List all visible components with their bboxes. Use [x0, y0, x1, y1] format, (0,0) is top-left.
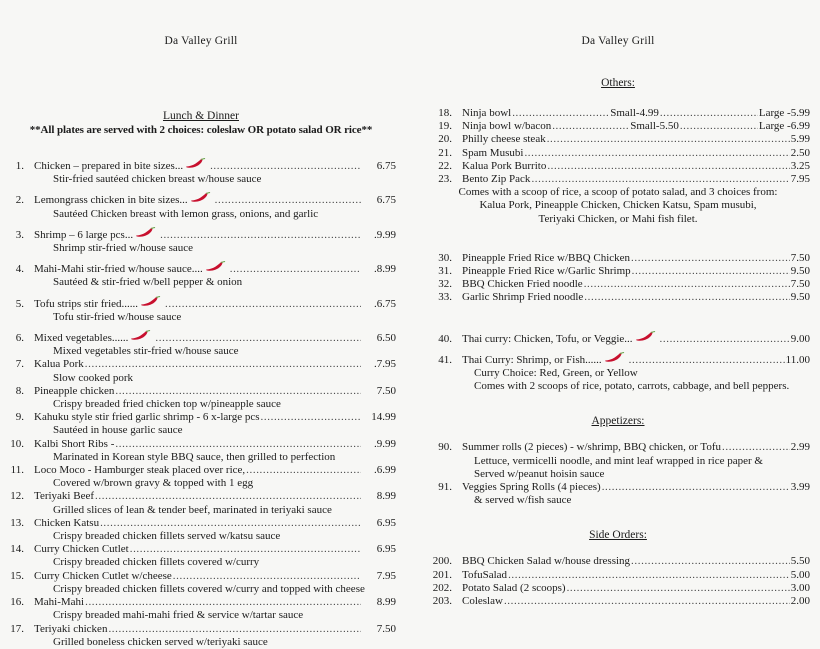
dot-leader — [260, 411, 361, 424]
thai-curry-item-list — [426, 331, 810, 367]
menu-item-number: 31. — [438, 265, 452, 278]
menu-item-number: 9. — [15, 411, 24, 424]
menu-item-title: TofuSalad — [462, 568, 508, 581]
others-item-list — [426, 107, 810, 186]
menu-item-row — [6, 261, 396, 276]
menu-item-number: 3. — [15, 228, 24, 241]
menu-item-price: 7.95 — [790, 173, 810, 186]
menu-item-price: .7.95 — [374, 358, 396, 371]
menu-item-number: 33. — [438, 291, 452, 304]
menu-item-title: Loco Moco - Hamburger steak placed over rice, — [34, 464, 246, 477]
menu-item-price: 9.00 — [790, 332, 810, 345]
menu-item-title: Coleslaw — [462, 595, 503, 608]
menu-item-title: Ninja bowl — [462, 107, 512, 119]
menu-item-number: 11. — [10, 464, 24, 477]
menu-item-number: 202. — [432, 581, 452, 594]
dot-leader — [114, 385, 361, 398]
menu-item-price: 14.99 — [371, 411, 396, 424]
menu-item-price: .6.99 — [374, 464, 396, 477]
dot-leader — [154, 332, 361, 345]
dot-leader — [721, 441, 790, 454]
menu-item-number: 22. — [438, 159, 452, 172]
dot-leader — [511, 107, 610, 120]
menu-item-title: Kalbi Short Ribs - — [34, 437, 115, 450]
menu-item-title: Mahi-Mahi stir-fried w/house sauce.... — [34, 263, 203, 276]
menu-item-price: .9.99 — [374, 437, 396, 450]
restaurant-name-left: Da Valley Grill — [164, 35, 238, 47]
menu-item-row — [426, 352, 810, 367]
menu-item-number: 201. — [432, 568, 452, 581]
menu-item-price: .8.99 — [374, 263, 396, 276]
menu-item-row — [6, 570, 396, 583]
chili-pepper-icon — [130, 330, 152, 341]
dot-leader — [245, 464, 361, 477]
menu-item-title: Bento Zip Pack — [462, 173, 531, 186]
menu-item-description: Crispy breaded fried chicken top w/pineapple sauce — [53, 398, 281, 411]
menu-item-number: 30. — [438, 251, 452, 264]
menu-item-row — [426, 147, 810, 160]
menu-item-title: Thai curry: Chicken, Tofu, or Veggie... — [462, 332, 633, 345]
menu-item-row — [426, 252, 810, 265]
menu-item-row — [6, 192, 396, 207]
dot-leader — [164, 298, 361, 311]
menu-item-description: Sautéed in house garlic sauce — [53, 424, 183, 437]
menu-item-title: Pineapple chicken — [34, 384, 115, 397]
menu-item-number: 1. — [15, 160, 24, 172]
menu-item-title: Kahuku style stir fried garlic shrimp - 6 x-large pcs — [34, 411, 260, 424]
menu-item-title: Pineapple Fried Rice w/BBQ Chicken — [462, 251, 631, 264]
menu-item-price: 2.99 — [790, 441, 810, 454]
menu-column-left — [0, 0, 410, 648]
menu-item-row — [6, 596, 396, 609]
menu-item-title: Kalua Pork Burrito — [462, 159, 547, 172]
menu-item-number: 23. — [438, 173, 452, 186]
menu-item-row — [426, 265, 810, 278]
dot-leader — [99, 517, 361, 530]
menu-item-row — [426, 582, 810, 595]
menu-item-row — [426, 173, 810, 186]
menu-item-number: 4. — [15, 263, 24, 276]
dot-leader — [129, 543, 361, 556]
menu-item-description: Sautéed & stir-fried w/bell pepper & onion — [53, 276, 243, 289]
menu-item-number: 12. — [10, 490, 24, 503]
menu-item-title: Thai Curry: Shrimp, or Fish...... — [462, 353, 602, 366]
menu-item-price: 6.75 — [376, 194, 396, 207]
menu-item-row — [6, 490, 396, 503]
menu-item-row — [6, 411, 396, 424]
chili-pepper-icon — [190, 192, 212, 203]
rice-noodle-item-list — [426, 252, 810, 305]
dot-leader — [94, 490, 361, 503]
menu-item-description: Sautéed Chicken breast with lemon grass, onions, and garlic — [53, 207, 319, 220]
section-heading-others: Others: — [601, 77, 635, 89]
menu-item-price: 3.25 — [790, 159, 810, 172]
menu-item-description: Mixed vegetables stir-fried w/house sauce — [53, 345, 239, 358]
lunch-dinner-note: **All plates are served with 2 choices: coleslaw OR potato salad OR rice** — [29, 124, 373, 136]
menu-item-price: 7.50 — [790, 278, 810, 291]
menu-item-price: 3.99 — [790, 481, 810, 494]
menu-item-row — [426, 555, 810, 568]
menu-item-number: 2. — [15, 194, 24, 207]
menu-item-description: Tofu stir-fried w/house sauce — [53, 310, 182, 323]
menu-item-row — [6, 158, 396, 173]
menu-item-description: Crispy breaded chicken fillets served w/katsu sauce — [53, 530, 281, 543]
menu-item-row — [6, 227, 396, 242]
menu-item-number: 14. — [10, 543, 24, 556]
menu-item-price: 9.50 — [790, 291, 810, 304]
menu-item-price: 5.99 — [790, 133, 810, 146]
menu-item-number: 32. — [438, 278, 452, 291]
menu-item-row — [6, 385, 396, 398]
menu-item-row — [426, 441, 810, 454]
menu-item-row — [426, 481, 810, 494]
dot-leader — [630, 555, 790, 568]
menu-item-small-price: Small-5.50 — [630, 120, 679, 133]
menu-item-price: .9.99 — [374, 228, 396, 241]
section-heading-appetizers: Appetizers: — [591, 415, 645, 428]
menu-item-row — [6, 543, 396, 556]
menu-item-title: Teriyaki chicken — [34, 622, 108, 635]
menu-item-price: 6.95 — [376, 516, 396, 529]
dot-leader — [229, 263, 361, 276]
menu-item-description: & served w/fish sauce — [474, 494, 572, 507]
menu-item-number: 200. — [432, 555, 452, 568]
menu-item-price: 6.50 — [376, 332, 396, 345]
bento-note-line-2: Kalua Pork, Pineapple Chicken, Chicken Katsu, Spam musubi, — [479, 199, 757, 212]
menu-item-row — [426, 133, 810, 146]
restaurant-name-right: Da Valley Grill — [581, 35, 655, 47]
menu-item-price: 7.50 — [376, 622, 396, 635]
menu-item-number: 13. — [10, 516, 24, 529]
menu-item-price: 11.00 — [785, 353, 810, 366]
menu-item-title: Teriyaki Beef — [34, 490, 95, 503]
curry-note-line-2: Comes with 2 scoops of rice, potato, carrots, cabbage, and bell peppers. — [474, 380, 790, 393]
menu-item-title: Tofu strips stir fried...... — [34, 297, 139, 310]
menu-item-price: 6.95 — [376, 543, 396, 556]
menu-item-price: 8.99 — [376, 490, 396, 503]
menu-item-price: 6.75 — [376, 160, 396, 172]
menu-item-price: 2.00 — [790, 595, 810, 608]
dot-leader — [659, 107, 758, 120]
dot-leader — [209, 160, 361, 173]
menu-item-description: Crispy breaded mahi-mahi fried & service w/tartar sauce — [53, 609, 304, 622]
menu-item-price: 3.00 — [790, 581, 810, 594]
dot-leader — [630, 252, 790, 265]
menu-item-row — [6, 438, 396, 451]
chili-pepper-icon — [604, 352, 626, 363]
menu-item-row — [426, 291, 810, 304]
dot-leader — [659, 333, 790, 346]
dot-leader — [551, 120, 630, 133]
menu-item-number: 21. — [438, 146, 452, 159]
dot-leader — [583, 278, 790, 291]
menu-item-description: Lettuce, vermicelli noodle, and mint leaf wrapped in rice paper & — [474, 454, 763, 467]
dot-leader — [159, 229, 361, 242]
dot-leader — [214, 194, 361, 207]
chili-pepper-icon — [185, 158, 207, 169]
menu-item-title: Summer rolls (2 pieces) - w/shrimp, BBQ chicken, or Tofu — [462, 441, 722, 454]
menu-item-title: Garlic Shrimp Fried noodle — [462, 291, 584, 304]
menu-item-description: Crispy breaded chicken fillets covered w/curry — [53, 556, 260, 569]
chili-pepper-icon — [135, 227, 157, 238]
menu-item-row — [6, 330, 396, 345]
menu-item-number: 91. — [438, 481, 452, 494]
menu-item-description: Grilled slices of lean & tender beef, marinated in teriyaki sauce — [53, 503, 332, 516]
menu-item-description: Grilled boneless chicken served w/teriyaki sauce — [53, 635, 268, 648]
dot-leader — [503, 595, 790, 608]
menu-item-title: BBQ Chicken Salad w/house dressing — [462, 555, 631, 568]
dot-leader — [507, 569, 790, 582]
menu-item-number: 90. — [438, 441, 452, 454]
menu-item-title: Mixed vegetables...... — [34, 332, 129, 345]
chili-pepper-icon — [140, 296, 162, 307]
dot-leader — [172, 570, 361, 583]
menu-item-title: Mahi-Mahi — [34, 596, 85, 609]
menu-item-price: 8.99 — [376, 596, 396, 609]
menu-item-price: 2.50 — [790, 146, 810, 159]
menu-item-title: Chicken – prepared in bite sizes... — [34, 160, 184, 172]
menu-item-number: 7. — [15, 358, 24, 371]
menu-item-number: 8. — [15, 384, 24, 397]
menu-item-number: 40. — [438, 332, 452, 345]
dot-leader — [523, 147, 789, 160]
dot-leader — [679, 120, 758, 133]
dot-leader — [84, 596, 361, 609]
menu-item-description: Crispy breaded chicken fillets covered w/curry and topped with cheese — [53, 582, 365, 595]
chili-pepper-icon — [205, 261, 227, 272]
menu-item-price: Large -6.99 — [758, 120, 810, 133]
menu-item-title: Pineapple Fried Rice w/Garlic Shrimp — [462, 265, 631, 278]
menu-item-description: Served w/peanut hoisin sauce — [474, 467, 605, 480]
menu-item-row — [426, 569, 810, 582]
menu-item-description: Marinated in Korean style BBQ sauce, then grilled to perfection — [53, 450, 336, 463]
menu-item-title: Shrimp – 6 large pcs... — [34, 228, 134, 241]
menu-item-row — [6, 517, 396, 530]
menu-item-price: 5.50 — [790, 555, 810, 568]
menu-item-price: Large -5.99 — [758, 107, 810, 119]
dot-leader — [628, 354, 785, 367]
menu-item-row — [426, 120, 810, 133]
menu-item-price: 7.50 — [790, 251, 810, 264]
dot-leader — [546, 160, 789, 173]
dot-leader — [114, 438, 361, 451]
menu-item-price: 9.50 — [790, 265, 810, 278]
menu-item-price: 5.00 — [790, 568, 810, 581]
curry-note-line-1: Curry Choice: Red, Green, or Yellow — [474, 367, 638, 380]
dot-leader — [107, 623, 361, 636]
menu-item-title: Lemongrass chicken in bite sizes... — [34, 194, 188, 207]
menu-item-row — [6, 296, 396, 311]
menu-item-small-price: Small-4.99 — [610, 107, 659, 119]
menu-item-row — [6, 623, 396, 636]
menu-item-row — [426, 160, 810, 173]
lunch-dinner-item-list — [6, 158, 396, 649]
menu-item-number: 19. — [438, 120, 452, 133]
section-heading-side-orders: Side Orders: — [589, 529, 647, 542]
menu-item-row — [426, 107, 810, 120]
menu-item-title: Chicken Katsu — [34, 516, 100, 529]
menu-item-number: 203. — [432, 595, 452, 608]
appetizer-item-list — [426, 441, 810, 507]
bento-note-line-3: Teriyaki Chicken, or Mahi fish filet. — [538, 212, 698, 225]
chili-pepper-icon — [635, 331, 657, 342]
bento-note-line-1: Comes with a scoop of rice, a scoop of potato salad, and 3 choices from: — [458, 186, 778, 199]
menu-item-title: BBQ Chicken Fried noodle — [462, 278, 583, 291]
menu-item-description: Stir-fried sautéed chicken breast w/house sauce — [53, 173, 262, 186]
dot-leader — [601, 481, 790, 494]
menu-item-description: Covered w/brown gravy & topped with 1 egg — [53, 477, 254, 490]
side-order-item-list — [426, 555, 810, 608]
menu-item-number: 17. — [10, 622, 24, 635]
menu-item-title: Ninja bowl w/bacon — [462, 120, 552, 133]
dot-leader — [583, 291, 789, 304]
menu-item-number: 41. — [438, 353, 452, 366]
dot-leader — [530, 173, 789, 186]
menu-item-number: 10. — [10, 437, 24, 450]
dot-leader — [566, 582, 790, 595]
menu-item-title: Curry Chicken Cutlet w/cheese — [34, 569, 172, 582]
menu-item-row — [426, 278, 810, 291]
menu-item-price: 7.95 — [376, 569, 396, 582]
menu-item-number: 20. — [438, 133, 452, 146]
menu-item-title: Veggies Spring Rolls (4 pieces) — [462, 481, 601, 494]
menu-item-title: Philly cheese steak — [462, 133, 546, 146]
menu-item-price: 7.50 — [376, 384, 396, 397]
menu-item-row — [426, 331, 810, 346]
section-heading-lunch-dinner: Lunch & Dinner — [162, 110, 239, 122]
menu-item-row — [6, 464, 396, 477]
menu-item-description: Shrimp stir-fried w/house sauce — [53, 242, 193, 255]
dot-leader — [84, 358, 361, 371]
menu-item-title: Kalua Pork — [34, 358, 84, 371]
menu-item-number: 18. — [438, 107, 452, 119]
menu-item-number: 15. — [10, 569, 24, 582]
menu-item-row — [6, 358, 396, 371]
menu-item-number: 16. — [10, 596, 24, 609]
menu-item-title: Curry Chicken Cutlet — [34, 543, 129, 556]
menu-item-number: 6. — [15, 332, 24, 345]
dot-leader — [546, 133, 790, 146]
menu-column-right — [410, 0, 820, 620]
menu-item-title: Potato Salad (2 scoops) — [462, 581, 566, 594]
menu-item-price: .6.75 — [374, 297, 396, 310]
menu-item-number: 5. — [15, 297, 24, 310]
menu-item-title: Spam Musubi — [462, 146, 524, 159]
menu-item-row — [426, 595, 810, 608]
dot-leader — [631, 265, 790, 278]
menu-item-description: Slow cooked pork — [53, 371, 134, 384]
